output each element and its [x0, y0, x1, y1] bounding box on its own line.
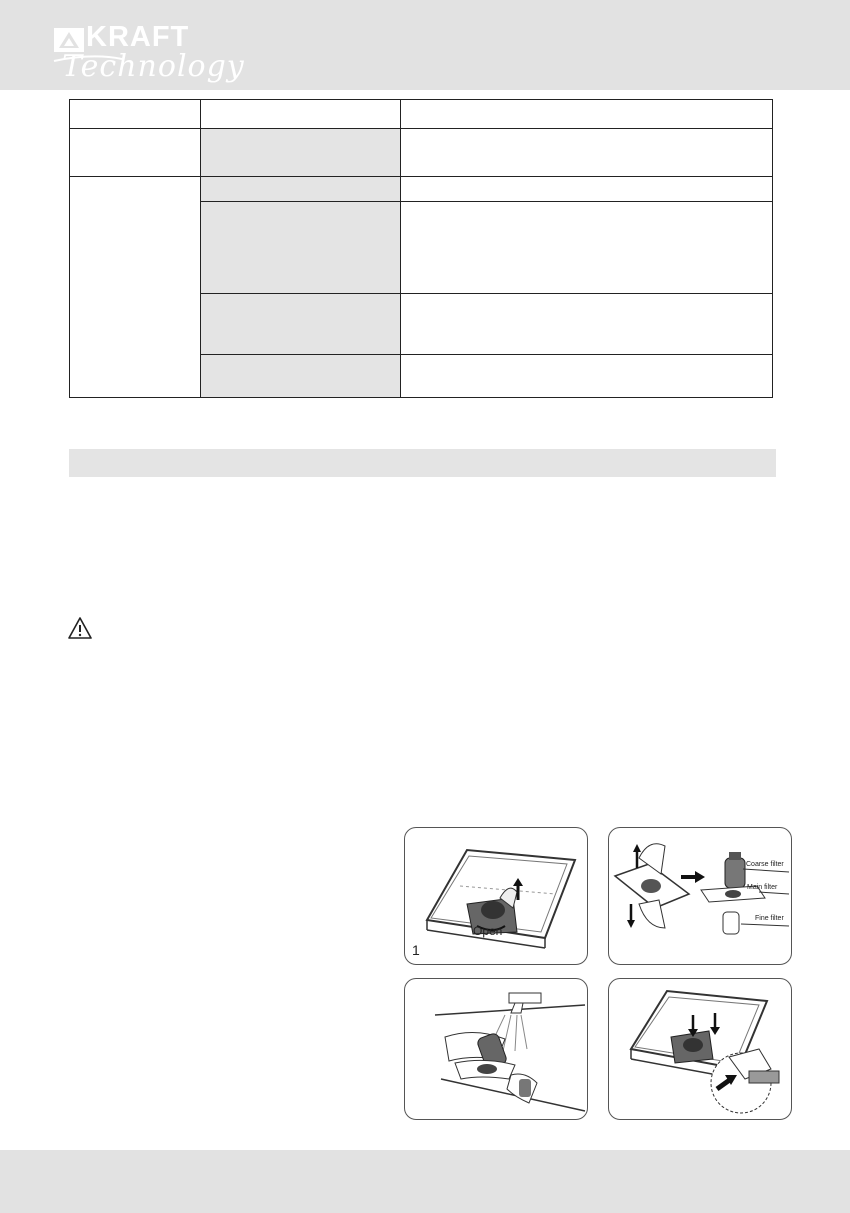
table-cell [401, 129, 773, 177]
table-cell [70, 100, 201, 129]
table-cell [401, 294, 773, 355]
main-filter-label: Main filter [747, 884, 778, 891]
table-cell [201, 294, 401, 355]
step-number: 1 [412, 942, 420, 958]
table-cell [201, 129, 401, 177]
logo-swash-icon [52, 55, 257, 87]
table-cell [401, 177, 773, 202]
page-footer [0, 1150, 850, 1213]
brand-tagline: Technology [62, 49, 245, 84]
table-cell [401, 100, 773, 129]
brand-logo [52, 21, 257, 87]
brand-name: KRAFT [86, 21, 190, 53]
table-row [70, 100, 773, 129]
table-cell [201, 100, 401, 129]
page-header [0, 0, 850, 90]
table-cell [201, 355, 401, 398]
dishwasher-base-illustration [405, 828, 587, 964]
table-row [70, 177, 773, 202]
coarse-filter-label: Coarse filter [746, 861, 784, 868]
figure-step-2 [608, 827, 792, 965]
reinstall-filter-illustration [609, 979, 791, 1119]
filter-assembly-illustration [609, 828, 791, 964]
warning-icon [67, 616, 93, 640]
table-cell [401, 202, 773, 294]
table-cell [70, 129, 201, 177]
section-heading-bar [69, 449, 776, 477]
table-cell [401, 355, 773, 398]
table-cell [201, 177, 401, 202]
open-label: Open [473, 924, 503, 938]
rinsing-filter-illustration [405, 979, 587, 1119]
figure-step-3 [404, 978, 588, 1120]
figure-step-4 [608, 978, 792, 1120]
troubleshooting-table [69, 99, 773, 398]
fine-filter-label: Fine filter [755, 915, 784, 922]
table-row [70, 129, 773, 177]
table-cell [70, 177, 201, 398]
table-cell [201, 202, 401, 294]
figure-step-1 [404, 827, 588, 965]
